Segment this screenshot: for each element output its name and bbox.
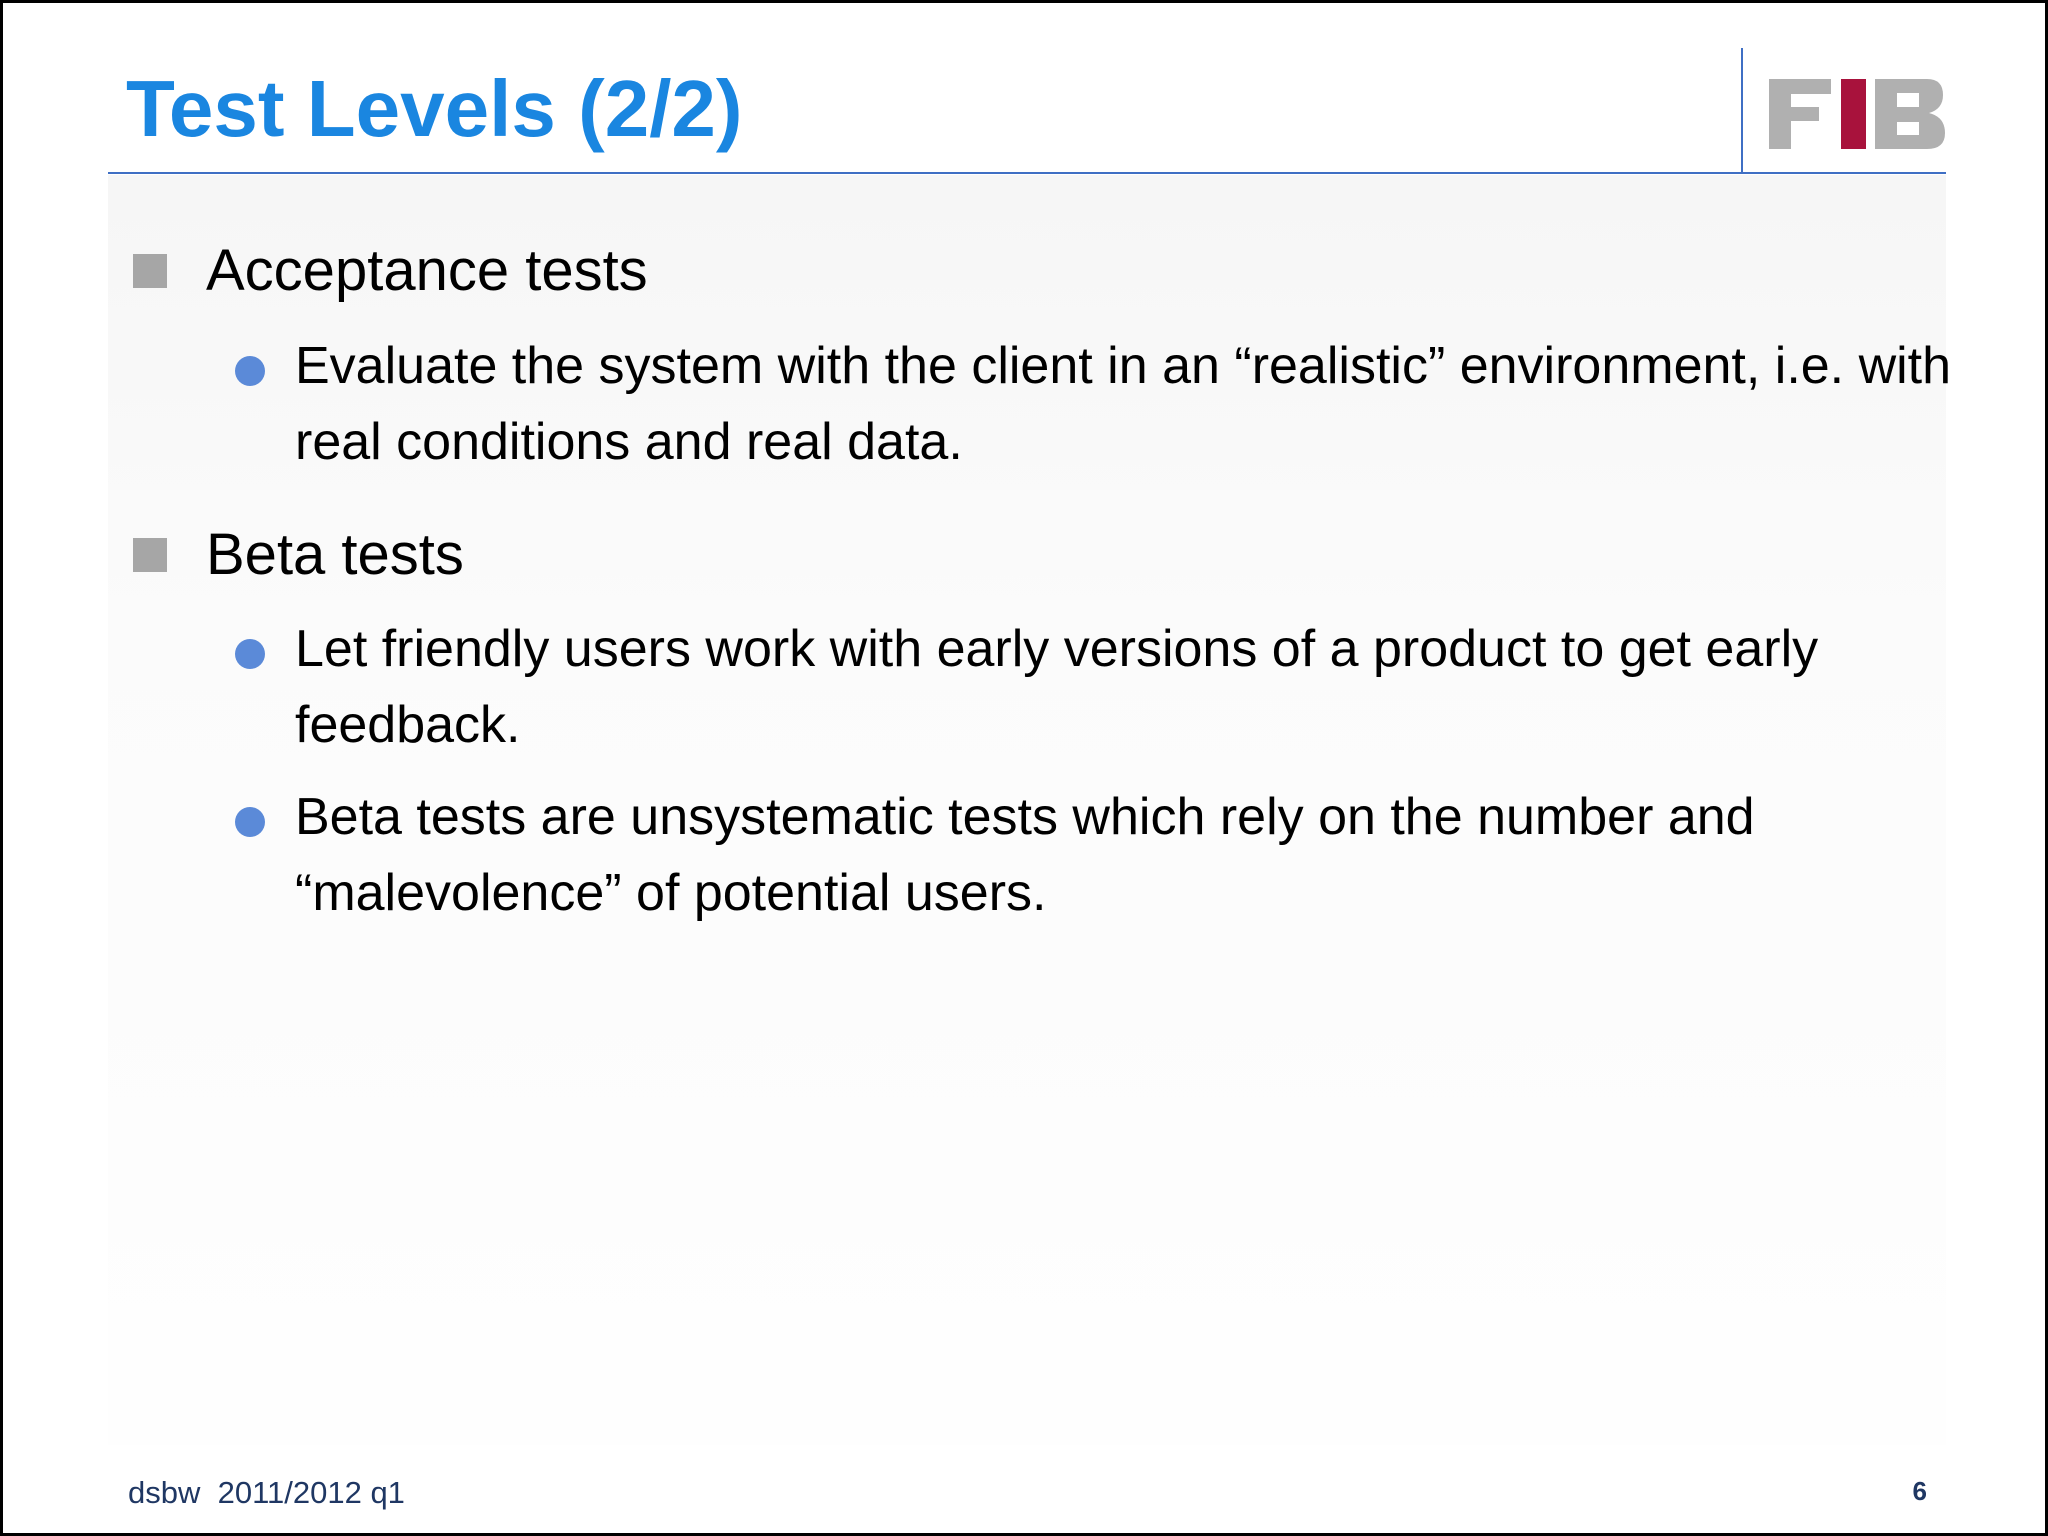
bullet-heading: Beta tests <box>206 522 464 587</box>
square-bullet-icon <box>133 538 167 572</box>
round-bullet-icon <box>235 356 265 386</box>
square-bullet-icon <box>133 254 167 288</box>
round-bullet-icon <box>235 639 265 669</box>
page-number: 6 <box>1912 1476 1927 1506</box>
sub-bullet-text: Beta tests are unsystematic tests which rely on the number and “malevolence” of potential users. <box>295 788 1755 922</box>
bullet-list <box>3 3 2048 1403</box>
bullet-heading: Acceptance tests <box>206 238 648 303</box>
bullet-item <box>133 233 648 309</box>
round-bullet-icon <box>235 807 265 837</box>
slide-title: Test Levels (2/2) <box>126 64 743 153</box>
bullet-item <box>133 517 464 593</box>
sub-bullet-text: Let friendly users work with early versions of a product to get early feedback. <box>295 620 1819 754</box>
sub-bullet-text: Evaluate the system with the client in an “realistic” environment, i.e. with real conditions and real data. <box>295 337 1952 471</box>
footer-course-label: dsbw 2011/2012 q1 <box>128 1475 405 1510</box>
